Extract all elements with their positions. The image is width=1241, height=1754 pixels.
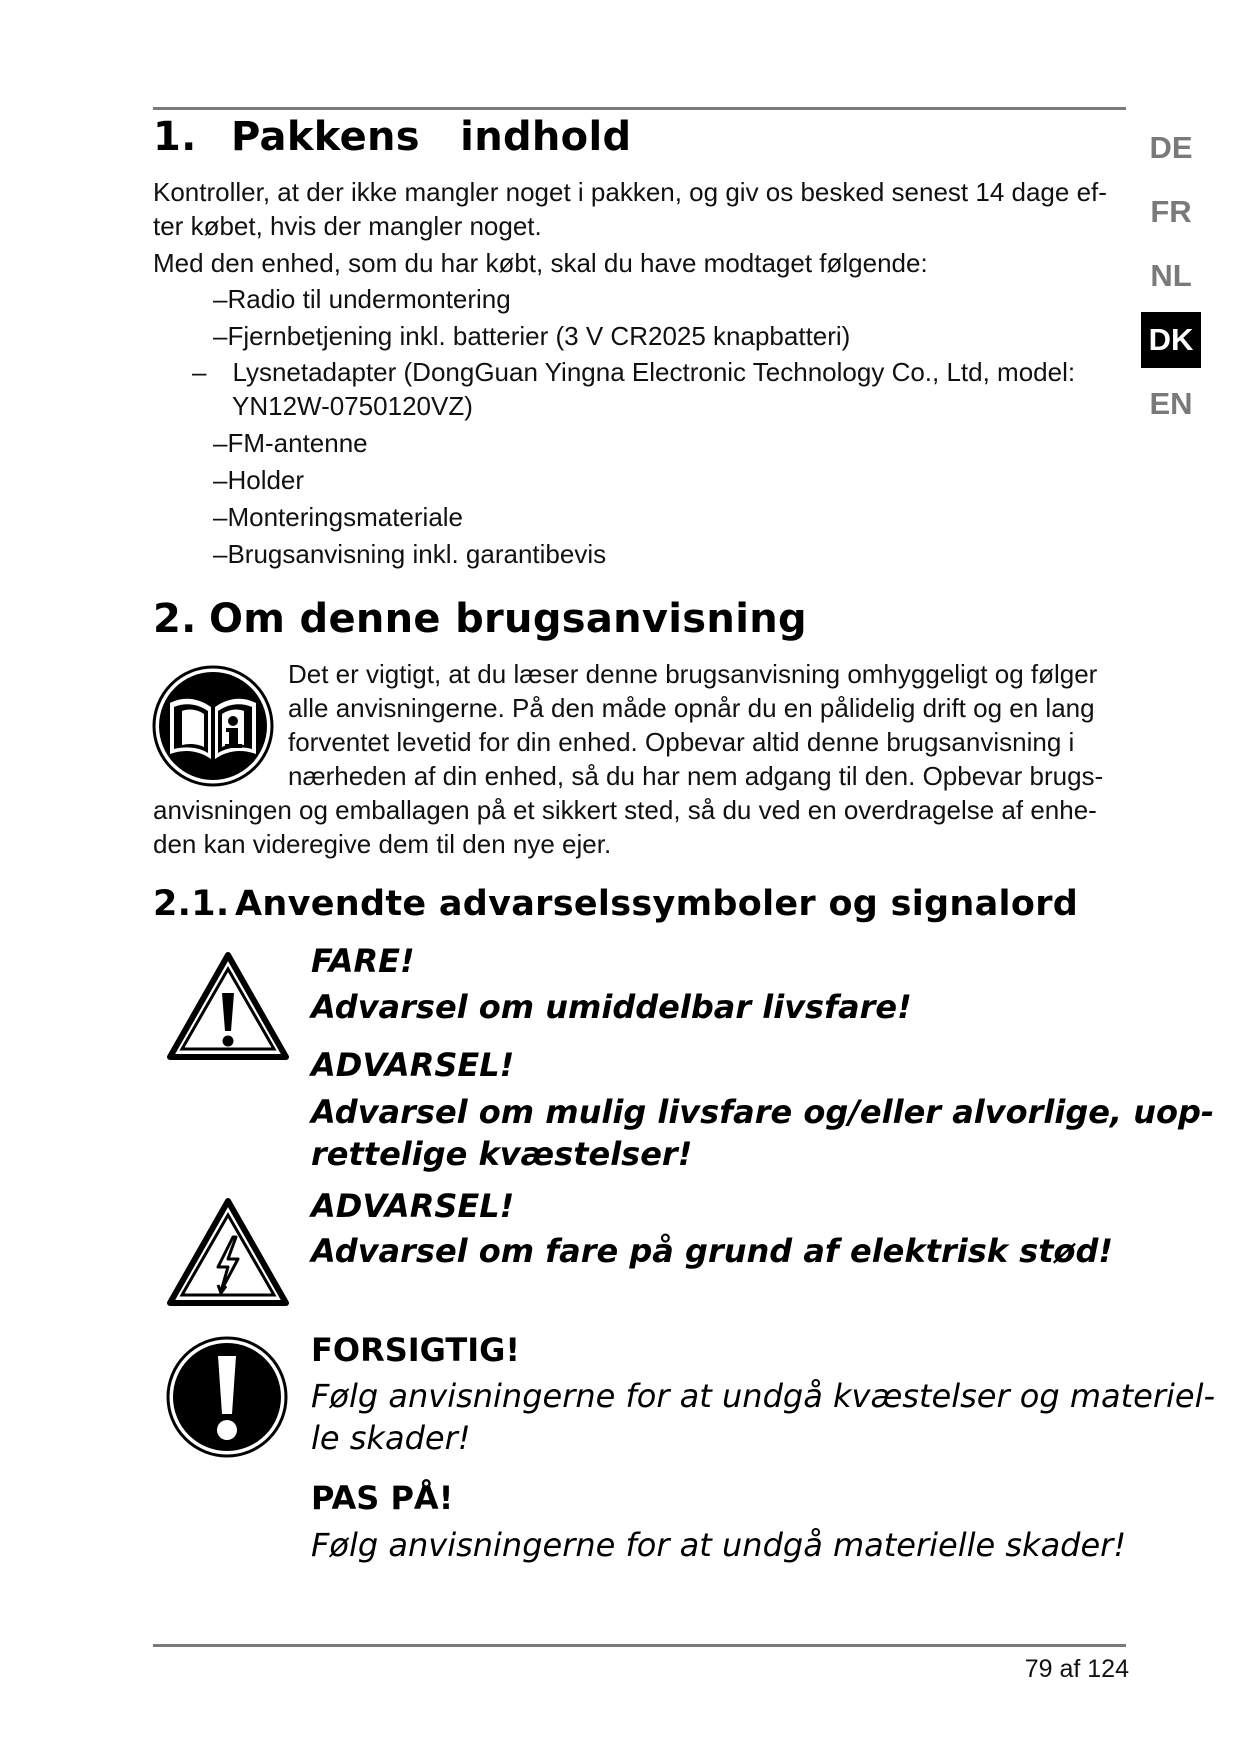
list-item: –Fjernbetjening inkl. batterier (3 V CR2025 knapbatteri)	[213, 321, 851, 351]
list-item-continuation: YN12W-0750120VZ)	[232, 391, 473, 421]
manual-info-icon	[152, 665, 274, 787]
caution-text-line-2: le skader!	[311, 1419, 471, 1457]
notice-text: Følg anvisningerne for at undgå materielle skader!	[311, 1526, 1127, 1564]
section-2-text-line-2: alle anvisningerne. På den måde opnår du en pålidelig drift og en lang	[288, 693, 1095, 723]
section-2-number: 2.	[153, 596, 197, 642]
list-item: –Holder	[213, 465, 305, 495]
warning-title: ADVARSEL!	[311, 1046, 515, 1084]
page-number: 79 af 124	[1024, 1655, 1129, 1683]
section-2-title: Om denne brugsanvisning	[209, 596, 807, 642]
section-2-text-line-5: anvisningen og emballagen på et sikkert sted, så du ved en overdragelse af enhe-	[153, 795, 1097, 825]
caution-text-line-1: Følg anvisningerne for at undgå kvæstelser og materiel-	[311, 1377, 1216, 1415]
list-item: –Brugsanvisning inkl. garantibevis	[213, 539, 607, 569]
warning-triangle-icon	[166, 951, 290, 1061]
lang-tab-en[interactable]: EN	[1149, 386, 1193, 421]
section-2-text-line-4: nærheden af din enhed, så du har nem adgang til den. Opbevar brugs-	[288, 761, 1104, 791]
electric-warning-text: Advarsel om fare på grund af elektrisk stød!	[311, 1232, 1113, 1270]
section-1-heading	[153, 114, 631, 160]
warning-text-line-1: Advarsel om mulig livsfare og/eller alvorlige, uop-	[311, 1093, 1215, 1131]
section-2-text-line-3: forventet levetid for din enhed. Opbevar altid denne brugsanvisning i	[288, 727, 1075, 757]
notice-title: PAS PÅ!	[311, 1479, 454, 1517]
danger-title: FARE!	[311, 942, 415, 980]
electric-warning-title: ADVARSEL!	[311, 1187, 515, 1225]
caution-title: FORSIGTIG!	[311, 1331, 520, 1369]
lang-tab-dk[interactable]: DK	[1141, 312, 1201, 368]
section-2-text-line-1: Det er vigtigt, at du læser denne brugsanvisning omhyggeligt og følger	[288, 659, 1098, 689]
bottom-divider	[153, 1644, 1126, 1647]
caution-exclamation-icon	[166, 1336, 288, 1458]
list-item: –Radio til undermontering	[213, 284, 511, 314]
section-1-intro-line-3: Med den enhed, som du har købt, skal du have modtaget følgende:	[153, 248, 928, 278]
lang-tab-de[interactable]: DE	[1149, 130, 1193, 165]
list-item: – Lysnetadapter (DongGuan Yingna Electronic Technology Co., Ltd, model:	[192, 357, 1076, 387]
lang-tab-fr[interactable]: FR	[1150, 194, 1192, 229]
section-1-number: 1.	[153, 114, 197, 160]
section-1-intro-line-2: ter købet, hvis der mangler noget.	[153, 211, 542, 241]
section-2-text-line-6: den kan videregive dem til den nye ejer.	[153, 829, 612, 859]
top-divider	[153, 107, 1126, 110]
lang-tab-nl[interactable]: NL	[1150, 258, 1192, 293]
section-1-title: Pakkens indhold	[231, 114, 632, 160]
section-2-1-heading	[153, 884, 1078, 924]
section-2-1-title: Anvendte advarselssymboler og signalord	[235, 884, 1079, 924]
electric-shock-icon	[166, 1197, 290, 1307]
danger-text: Advarsel om umiddelbar livsfare!	[311, 988, 912, 1026]
list-item: –FM-antenne	[213, 428, 368, 458]
section-2-heading	[153, 596, 807, 642]
language-tabs	[1141, 120, 1201, 440]
section-2-1-number: 2.1.	[153, 884, 230, 924]
warning-text-line-2: rettelige kvæstelser!	[311, 1135, 693, 1173]
section-1-intro-line-1: Kontroller, at der ikke mangler noget i pakken, og giv os besked senest 14 dage ef-	[153, 177, 1107, 207]
list-item: –Monteringsmateriale	[213, 502, 464, 532]
